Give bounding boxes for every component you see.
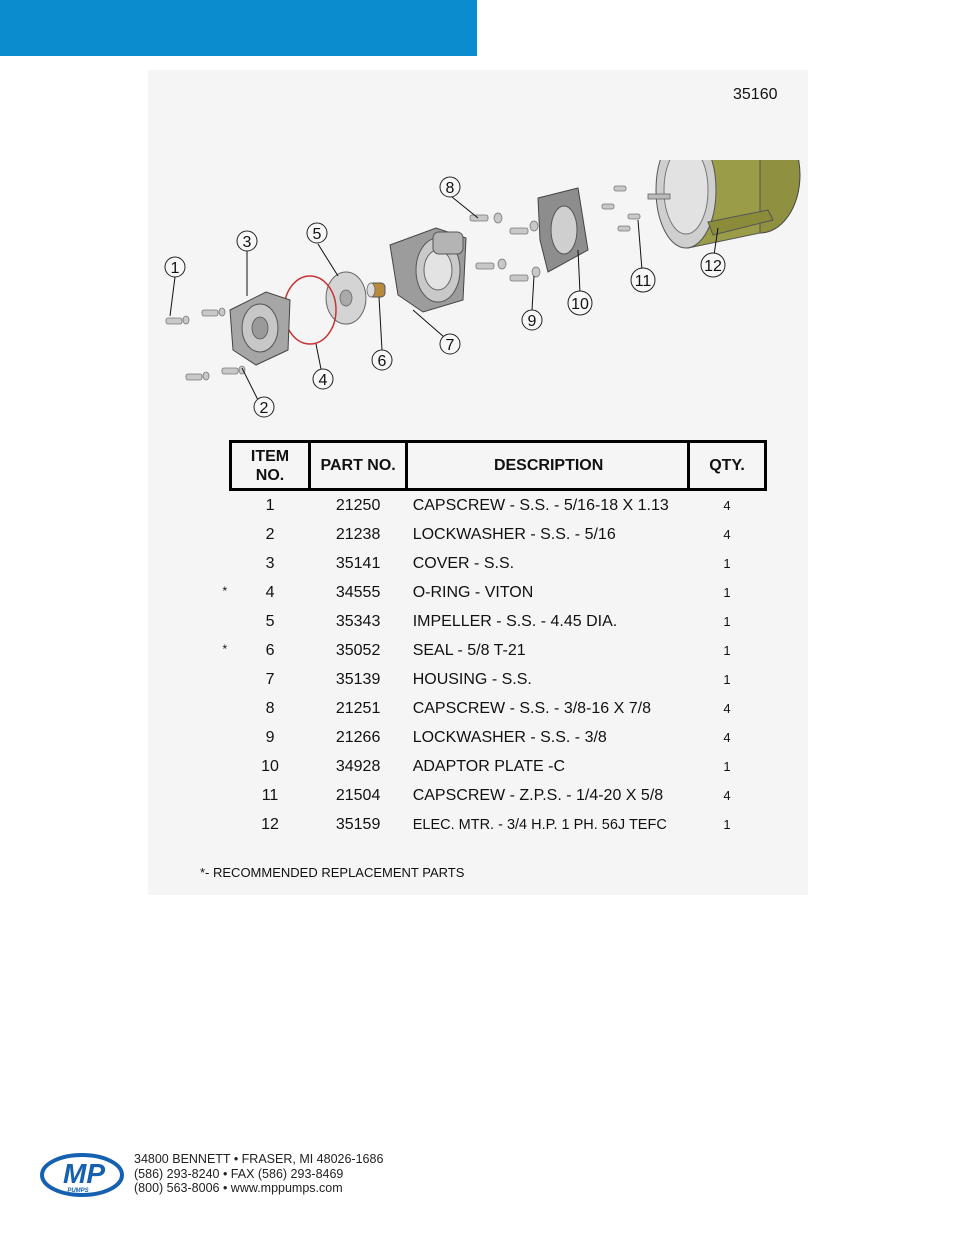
recommended-marker: * [222, 642, 228, 656]
item-no-cell [231, 607, 310, 636]
recommended-marker: * [222, 584, 228, 598]
description-cell: CAPSCREW - S.S. - 3/8-16 X 7/8 [412, 699, 651, 717]
callout-3 [237, 231, 257, 251]
impeller-drawing [326, 272, 366, 324]
housing-drawing [390, 228, 466, 312]
diagram-number: 35160 [733, 86, 778, 103]
description-cell: IMPELLER - S.S. - 4.45 DIA. [412, 612, 618, 630]
part-no-cell: 21266 [335, 728, 381, 746]
callout-10 [568, 291, 592, 315]
adapter-plate-drawing [538, 188, 588, 272]
svg-text:4: 4 [318, 372, 328, 389]
address-line: 34800 BENNETT • FRASER, MI 48026-1686 [134, 1152, 384, 1166]
qty-cell: 1 [723, 759, 731, 774]
mp-pumps-logo [40, 1152, 130, 1198]
callout-8 [440, 177, 460, 197]
qty-cell: 4 [723, 701, 731, 716]
capscrews-8 [470, 213, 540, 281]
callout-1 [165, 257, 185, 277]
part-no-cell: 34928 [335, 757, 381, 775]
svg-text:10: 10 [571, 296, 589, 313]
table-row [231, 665, 766, 694]
item-no-cell [231, 520, 310, 549]
header-qty: QTY. [689, 442, 766, 490]
qty-cell: 1 [723, 817, 731, 832]
qty-cell: 1 [723, 614, 731, 629]
table-row [231, 752, 766, 781]
header-part-no: PART NO. [310, 442, 407, 490]
item-no-cell [231, 781, 310, 810]
item-no-cell [231, 490, 310, 521]
table-row [231, 694, 766, 723]
callout-6 [372, 350, 392, 370]
part-no-cell: 35052 [335, 641, 381, 659]
qty-cell: 4 [723, 730, 731, 745]
table-row [231, 636, 766, 665]
part-no-cell: 21504 [335, 786, 381, 804]
table-row [231, 490, 766, 521]
description-cell: ELEC. MTR. - 3/4 H.P. 1 PH. 56J TEFC [412, 816, 667, 833]
svg-text:5: 5 [312, 226, 322, 243]
item-no-cell [231, 665, 310, 694]
table-row [231, 549, 766, 578]
callout-11 [631, 268, 655, 292]
footnote: *- RECOMMENDED REPLACEMENT PARTS [200, 865, 465, 880]
item-no-cell [231, 549, 310, 578]
description-cell: LOCKWASHER - S.S. - 5/16 [412, 525, 616, 543]
part-no-cell: 21251 [335, 699, 381, 717]
description-cell: CAPSCREW - S.S. - 5/16-18 X 1.13 [412, 496, 669, 514]
item-no-cell [231, 752, 310, 781]
description-cell: O-RING - VITON [412, 583, 534, 601]
description-cell: ADAPTOR PLATE -C [412, 757, 566, 775]
seal-drawing [367, 283, 385, 297]
svg-text:1: 1 [170, 260, 180, 277]
table-row [231, 723, 766, 752]
exploded-view-diagram [148, 160, 808, 430]
header-item-no: ITEM NO. [231, 442, 310, 490]
description-cell: HOUSING - S.S. [412, 670, 532, 688]
svg-text:7: 7 [445, 337, 455, 354]
callout-4 [313, 369, 333, 389]
cover-drawing [230, 292, 290, 365]
item-no-cell [222, 578, 310, 607]
item-no-cell [231, 723, 310, 752]
callout-7 [440, 334, 460, 354]
qty-cell: 4 [723, 498, 731, 513]
svg-text:6: 6 [377, 353, 387, 370]
top-banner [0, 0, 477, 56]
item-no: 3 [265, 554, 275, 572]
svg-text:12: 12 [704, 258, 722, 275]
item-no: 10 [261, 757, 279, 775]
svg-text:3: 3 [242, 234, 252, 251]
svg-text:9: 9 [527, 313, 537, 330]
item-no: 6 [265, 641, 275, 659]
qty-cell: 1 [723, 585, 731, 600]
qty-cell: 1 [723, 672, 731, 687]
header-description: DESCRIPTION [407, 442, 689, 490]
item-no: 5 [265, 612, 275, 630]
item-no-cell [222, 636, 310, 665]
table-row [231, 781, 766, 810]
item-no: 9 [265, 728, 275, 746]
description-cell: CAPSCREW - Z.P.S. - 1/4-20 X 5/8 [412, 786, 664, 804]
item-no: 8 [265, 699, 275, 717]
description-cell: SEAL - 5/8 T-21 [412, 641, 526, 659]
svg-text:11: 11 [634, 273, 652, 290]
part-no-cell: 21250 [335, 496, 381, 514]
item-no: 11 [261, 786, 279, 804]
qty-cell: 1 [723, 556, 731, 571]
item-no-cell [231, 694, 310, 723]
qty-cell: 1 [723, 643, 731, 658]
callout-12 [701, 253, 725, 277]
description-cell: COVER - S.S. [412, 554, 515, 572]
item-no-cell [231, 810, 310, 839]
table-row [231, 607, 766, 636]
callout-9 [522, 310, 542, 330]
logo-text: MP [63, 1158, 105, 1189]
item-no: 1 [265, 496, 275, 514]
svg-text:2: 2 [259, 400, 269, 417]
callout-5 [307, 223, 327, 243]
part-no-cell: 35159 [335, 815, 381, 833]
phone-line: (586) 293-8240 • FAX (586) 293-8469 [134, 1166, 344, 1181]
part-no-cell: 35343 [335, 612, 381, 630]
motor-drawing [648, 160, 800, 248]
part-no-cell: 34555 [335, 583, 381, 601]
callout-2 [254, 397, 274, 417]
footer-address [134, 1152, 383, 1196]
qty-cell: 4 [723, 527, 731, 542]
item-no: 7 [265, 670, 275, 688]
part-no-cell: 35141 [335, 554, 381, 572]
parts-list-table [222, 440, 767, 839]
table-row [231, 810, 766, 839]
table-row [231, 520, 766, 549]
part-no-cell: 35139 [335, 670, 381, 688]
qty-cell: 4 [723, 788, 731, 803]
item-no: 2 [265, 525, 275, 543]
table-header-row [231, 442, 766, 490]
table-row [231, 578, 766, 607]
svg-text:8: 8 [445, 180, 455, 197]
item-no: 4 [265, 583, 275, 601]
logo-subtext: PUMPS [67, 1188, 89, 1194]
capscrews-11 [602, 186, 640, 231]
web-line: (800) 563-8006 • www.mppumps.com [134, 1181, 343, 1195]
description-cell: LOCKWASHER - S.S. - 3/8 [412, 728, 607, 746]
item-no: 12 [261, 815, 279, 833]
part-no-cell: 21238 [335, 525, 381, 543]
